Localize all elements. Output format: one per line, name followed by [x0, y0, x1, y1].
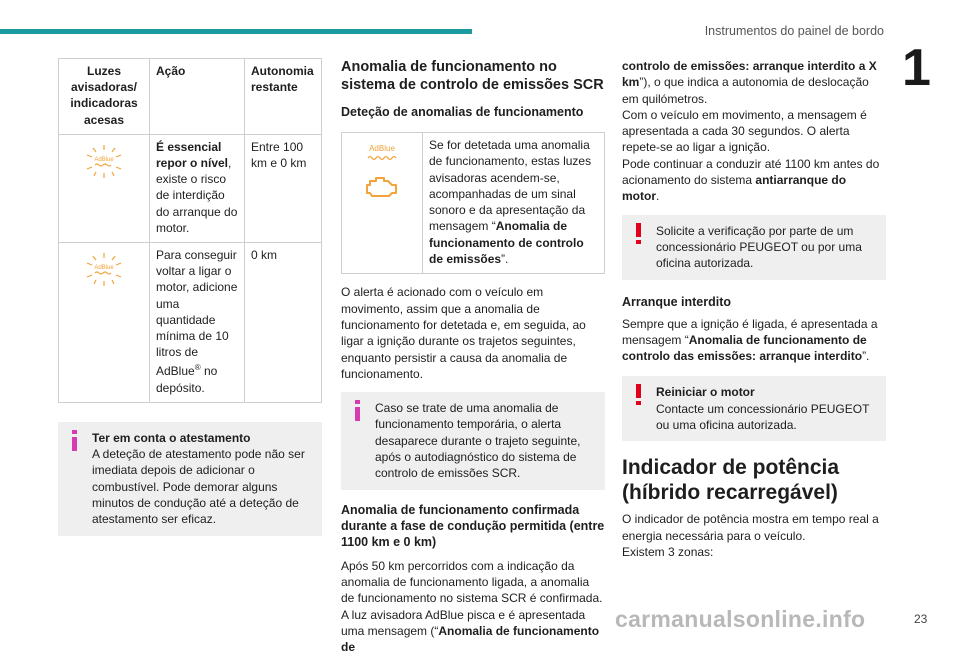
- warning-text: Contacte um concessionário PEUGEOT ou uma oficina autorizada.: [656, 401, 870, 433]
- table-cell-icon: [59, 243, 150, 403]
- adblue-warning-box: [341, 132, 605, 274]
- note-temporary: [341, 392, 605, 489]
- table-row: [59, 134, 322, 242]
- accent-bar: [0, 29, 472, 34]
- warning-text: Solicite a verificação por parte de um concessionário PEUGEOT ou por uma oficina autorizada.: [656, 223, 862, 271]
- note-text: Caso se trate de uma anomalia de funcionamento temporária, o alerta desaparece durante o trajeto seguinte, após o autodiagnóstico do sistema de controlo de emissões SCR.: [375, 401, 581, 481]
- paragraph-start-blocked: Sempre que a ignição é ligada, é apresentada a mensagem “Anomalia de funcionamento de controlo das emissões: arranque interdito”.: [622, 316, 878, 364]
- table-row: [59, 243, 322, 403]
- chapter-number: 1: [902, 39, 931, 97]
- warning-lights-table: [58, 58, 322, 403]
- table-cell-action: Para conseguir voltar a ligar o motor, adicione uma quantidade mínima de 10 litros de AdBlue® no depósito.: [150, 243, 245, 403]
- table-cell-icon: [59, 134, 150, 242]
- svg-text:AdBlue: AdBlue: [94, 265, 114, 272]
- watermark: carmanualsonline.info: [615, 606, 866, 632]
- paragraph-confirmed: Após 50 km percorridos com a indicação da anomalia de funcionamento ligada, a anomalia de funcionamento no sistema SCR é confirmada. A luz avisadora AdBlue pisca e é apresentada uma mensagem (“Anomalia de funcionamento de: [341, 558, 603, 655]
- warning-check: [622, 215, 886, 280]
- note-title: Ter em conta o atestamento: [92, 430, 251, 445]
- warning-exclamation-icon: [632, 223, 646, 245]
- warning-description: Se for detetada uma anomalia de funcionamento, estas luzes avisadoras acendem-se, acompanhadas de um sinal sonoro e da apresentação da mensagem “Anomalia de funcionamento de controlo de emissões”.: [429, 138, 592, 267]
- svg-text:AdBlue: AdBlue: [369, 144, 395, 153]
- warning-icons-cell: [342, 133, 423, 273]
- subsection-detection: Deteção de anomalias de funcionamento: [341, 105, 584, 119]
- table-header: Luzes avisadoras/ indicadoras acesas: [59, 59, 150, 135]
- section-title-scr: Anomalia de funcionamento no sistema de controlo de emissões SCR: [341, 59, 604, 93]
- subsection-confirmed: Anomalia de funcionamento confirmada durante a fase de condução permitida (entre 1100 km e 0 km): [341, 502, 605, 549]
- info-icon: [68, 430, 82, 452]
- adblue-warning-icon: [84, 251, 124, 287]
- warning-restart: [622, 376, 886, 441]
- paragraph-power: O indicador de potência mostra em tempo real a energia necessária para o veículo. Existem 3 zonas:: [622, 512, 879, 559]
- page-header-title: Instrumentos do painel de bordo: [704, 24, 884, 38]
- table-cell-action: É essencial repor o nível, existe o risco de interdição do arranque do motor.: [150, 134, 245, 242]
- table-header: Ação: [150, 59, 245, 135]
- warning-title: Reiniciar o motor: [656, 385, 755, 400]
- section-title-power: Indicador de potência (híbrido recarregável): [622, 456, 840, 505]
- column-left: [58, 58, 322, 536]
- subsection-start-blocked: Arranque interdito: [622, 294, 732, 309]
- note-text: A deteção de atestamento pode não ser imediata depois de adicionar o combustível. Pode demorar alguns minutos de condução até a deteção de atestamento ser eficaz.: [92, 447, 305, 527]
- note-refuel: [58, 422, 322, 536]
- paragraph-continued: controlo de emissões: arranque interdito a X km”), o que indica a autonomia de deslocação em quilómetros. Com o veículo em movimento, a mensagem é apresentada a cada 30 segundos. O alerta repete-se ao ligar a ignição. Pode continuar a conduzir até 1100 km antes do acionamento do sistema antiarranque do motor.: [622, 59, 880, 204]
- info-icon: [351, 400, 365, 422]
- warning-exclamation-icon: [632, 384, 646, 406]
- table-header-row: [59, 59, 322, 135]
- table-cell-range: Entre 100 km e 0 km: [245, 134, 322, 242]
- adblue-warning-icon: [84, 143, 124, 179]
- table-cell-range: 0 km: [245, 243, 322, 403]
- adblue-icon: [365, 143, 399, 163]
- paragraph-alert: O alerta é acionado com o veículo em movimento, assim que a anomalia de funcionamento for detetada e, em seguida, ao ligar a ignição durante os trajetos seguintes, enquanto persistir a causa da anomalia de funcionamento.: [341, 285, 586, 381]
- page-number: 23: [914, 612, 928, 626]
- engine-icon: [364, 173, 400, 199]
- column-right: [622, 58, 886, 560]
- svg-text:AdBlue: AdBlue: [94, 156, 114, 163]
- table-header: Autonomia restante: [245, 59, 322, 135]
- column-middle: [341, 58, 605, 655]
